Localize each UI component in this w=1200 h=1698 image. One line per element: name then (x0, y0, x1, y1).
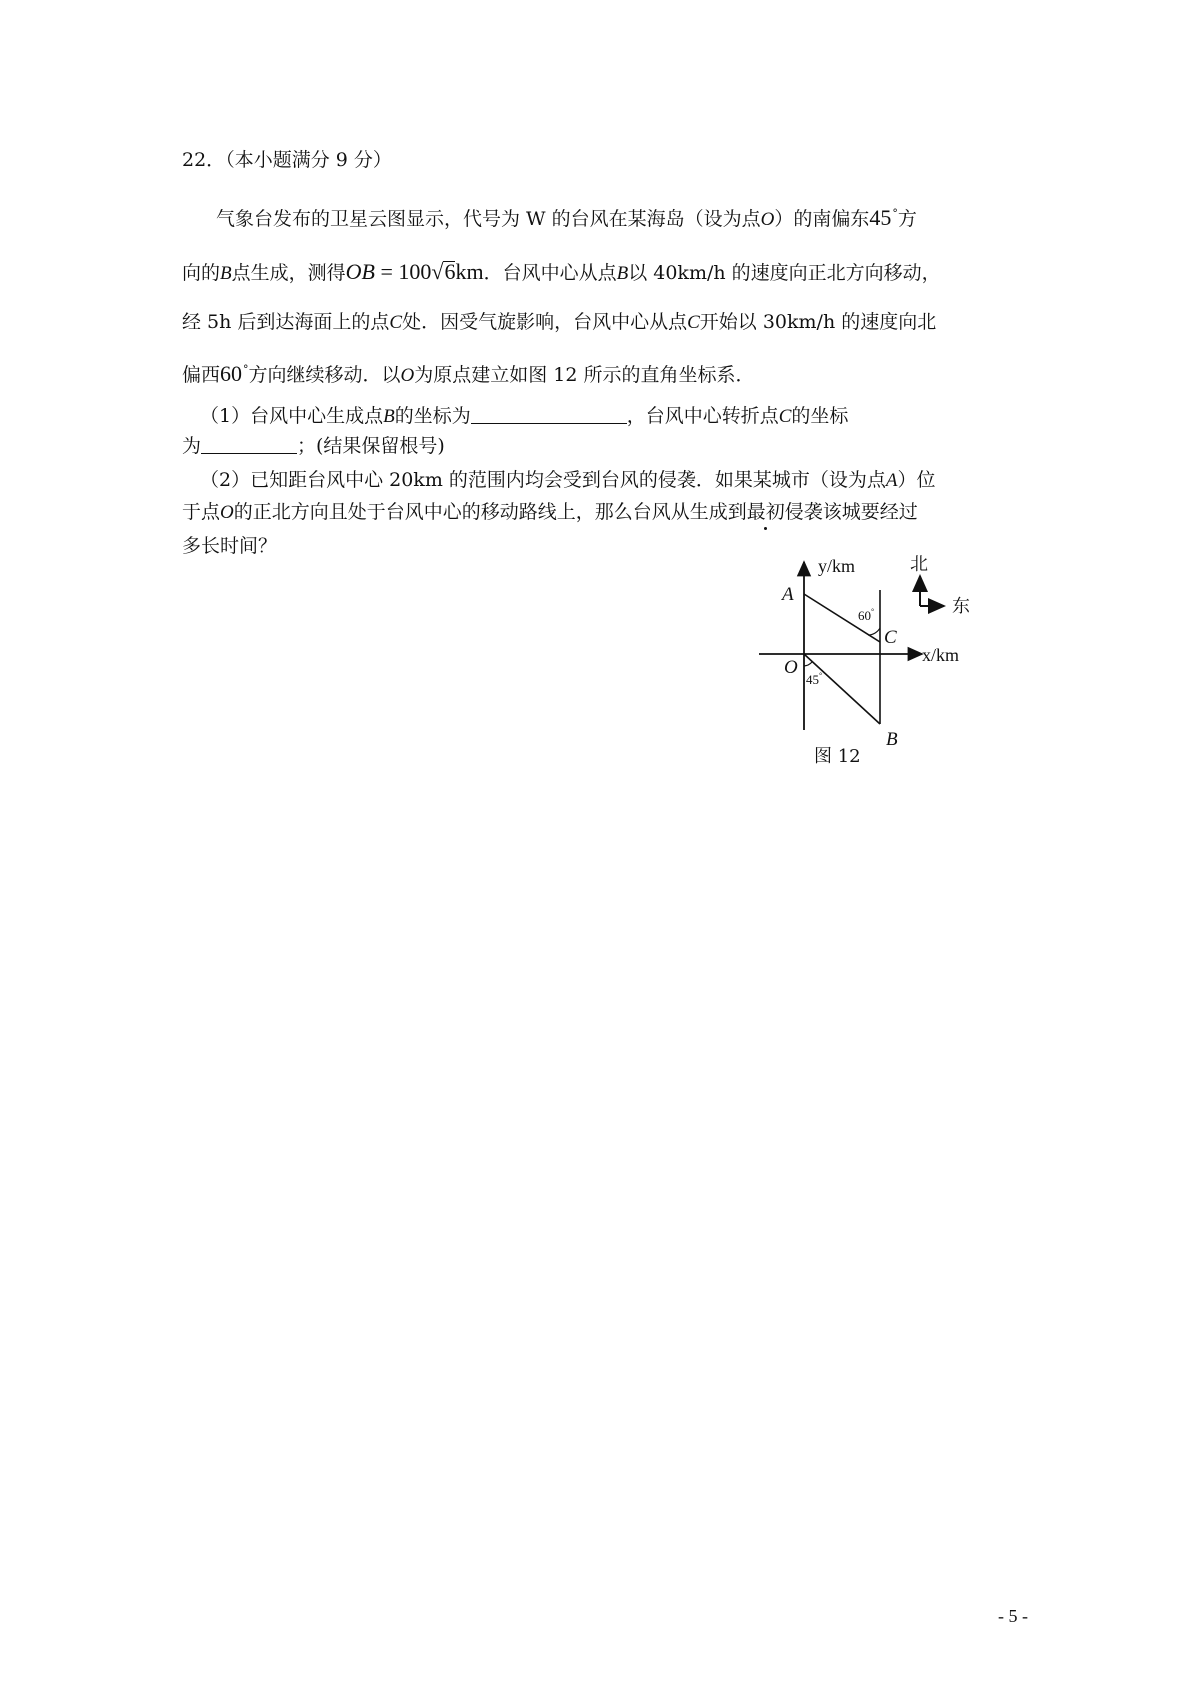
question-1-line-2: 为 ；(结果保留根号) (182, 435, 445, 457)
question-2-line-3: 多长时间？ (182, 535, 278, 557)
answer-blank-C[interactable] (201, 435, 297, 454)
y-axis-label: y/km (818, 556, 856, 576)
problem-header (182, 148, 1028, 172)
distance-formula: OB = 100√6km (345, 259, 484, 284)
page-number: - 5 - (998, 1606, 1028, 1626)
problem-intro-line-1: 气象台发布的卫星云图显示，代号为 W 的台风在某海岛（设为点O）的南偏东45°方 (216, 205, 917, 230)
answer-blank-B[interactable] (471, 405, 627, 424)
question-1-line-1: （1）台风中心生成点B的坐标为 ，台风中心转折点C的坐标 (200, 405, 849, 427)
angle-60-arc (868, 628, 880, 635)
point-A-label: A (782, 584, 794, 605)
point-O-label: O (784, 657, 798, 678)
angle-60-label: 60° (858, 607, 875, 623)
compass-north-label: 北 (910, 554, 928, 575)
figure-12-diagram (756, 548, 996, 768)
question-2-line-1: （2）已知距台风中心 20km 的范围内均会受到台风的侵袭．如果某城市（设为点A）位 (200, 469, 936, 491)
emphasized-text: 最初 (746, 501, 785, 523)
problem-points-note: （本小题满分 9 分） (225, 149, 392, 171)
segment-O-to-B (804, 654, 880, 724)
problem-intro-line-4: 偏西60°方向继续移动．以O为原点建立如图 12 所示的直角坐标系． (182, 361, 755, 386)
problem-number: 22． (182, 149, 226, 171)
point-B-label: B (886, 729, 898, 750)
degree-symbol: ° (892, 207, 898, 220)
figure-caption: 图 12 (814, 746, 861, 767)
problem-intro-line-3: 经 5h 后到达海面上的点C处．因受气旋影响，台风中心从点C开始以 30km/h 的速度向北 (182, 311, 937, 333)
point-C-label: C (884, 627, 897, 648)
compass-east-label: 东 (952, 596, 970, 617)
sqrt-sign: √ (431, 259, 444, 284)
angle-45-arc (804, 662, 812, 666)
point-O-ref: O (760, 209, 775, 230)
angle-45-value: 45 (869, 205, 892, 230)
question-2-line-2: 于点O的正北方向且处于台风中心的移动路线上，那么台风从生成到最初侵袭该城要经过 (182, 501, 918, 523)
angle-45-label: 45° (806, 671, 823, 687)
angle-60-value: 60 (220, 361, 243, 386)
problem-intro-line-2: 向的B点生成，测得OB = 100√6km．台风中心从点B以 40km/h 的速度向正北方向移动， (182, 259, 941, 284)
x-axis-label: x/km (922, 645, 960, 665)
